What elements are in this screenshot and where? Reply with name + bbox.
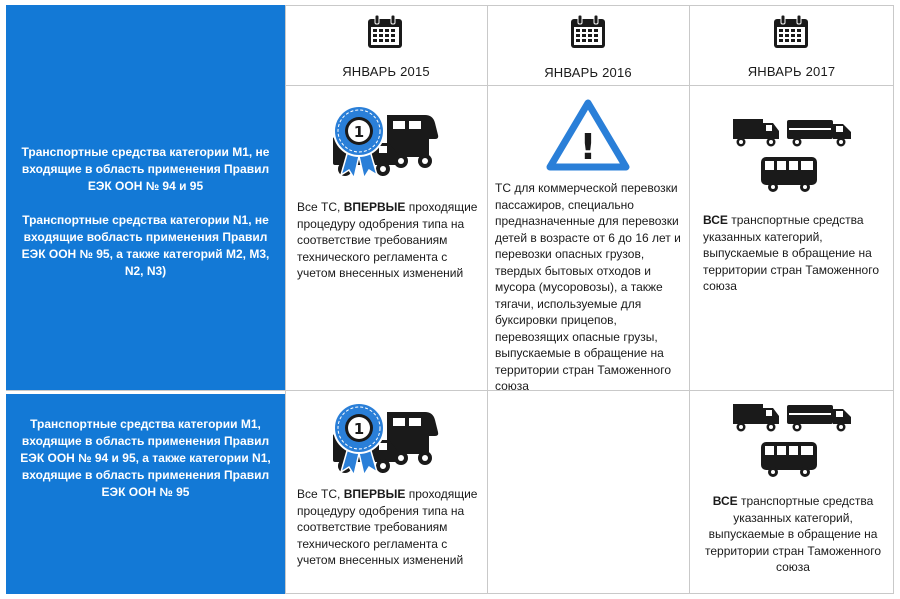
badge-number: 1 <box>353 123 365 141</box>
row-2-col-2017-bold: ВСЕ <box>712 494 738 508</box>
header-label-2017: ЯНВАРЬ 2017 <box>747 64 836 79</box>
row-2-col-2015-pre: Все ТС, <box>297 487 344 501</box>
row-1-label-part-2: Транспортные средства категории N1, не входящие вобласть применения Правил ЕЭК ООН № 95, а также категорий М2, М3, N2, N3) <box>21 213 270 278</box>
row-1-col-2017-post: транспортные средства указанных категорий, выпускаемые в обращение на территории стран Таможенного союза <box>703 213 880 293</box>
row-1-col-2015-text <box>297 199 483 282</box>
vehicles-illustration <box>731 400 855 478</box>
row-1-col-2015-post: проходящие процедуру одобрения типа на соответствие требованиям технического регламента с учетом внесенных изменений <box>297 200 478 280</box>
header-col-2017 <box>689 5 894 85</box>
truck-icon <box>733 404 779 432</box>
row-2-col-2015 <box>285 390 487 594</box>
bus-icon <box>761 442 817 477</box>
row-2-col-2015-bold: ВПЕРВЫЕ <box>343 487 406 501</box>
row-1-col-2017 <box>689 85 894 390</box>
row-1-col-2015-pre: Все ТС, <box>297 200 344 214</box>
row-1-col-2015-bold: ВПЕРВЫЕ <box>343 200 406 214</box>
truck-icon <box>787 120 851 147</box>
bus-icon <box>761 157 817 192</box>
calendar-icon <box>773 15 809 49</box>
row-1-col-2016-text: ТС для коммерческой перевозки пассажиров, специально предназначенные для перевозки детей в возрасте от 6 до 16 лет и перевозки опасных грузов, твердых бытовых отходов и мусора (мусоровозы), а также тягачи, используемые для буксировки прицепов, перевозящих опасные грузы, выпускаемые в обращение на территории стран Таможенного союза <box>495 181 681 393</box>
calendar-icon <box>367 15 403 49</box>
header-col-2016 <box>487 5 689 85</box>
row-1-col-2015 <box>285 85 487 390</box>
row-2-col-2015-post: проходящие процедуру одобрения типа на соответствие требованиям технического регламента с учетом внесенных изменений <box>297 487 478 567</box>
header-col-2015 <box>285 5 487 85</box>
vehicles-illustration <box>731 115 855 193</box>
truck-icon <box>733 119 779 147</box>
warning-icon <box>546 99 630 171</box>
row-2-label-cell <box>6 394 285 594</box>
truck-icon <box>787 405 851 432</box>
row-1-label-cell <box>6 85 285 390</box>
header-corner-cell <box>6 5 285 85</box>
row-1-col-2017-text <box>703 212 889 295</box>
award-vehicles-illustration <box>331 400 441 476</box>
row-1-col-2017-bold: ВСЕ <box>703 213 728 227</box>
badge-number: 1 <box>353 420 365 438</box>
header-label-2016: ЯНВАРЬ 2016 <box>544 65 632 80</box>
header-label-2015: ЯНВАРЬ 2015 <box>342 64 430 79</box>
row-2-label: Транспортные средства категории М1, входящие в область применения Правил ЕЭК ООН № 94 и 95, а также категории N1, входящие в область применения Правил ЕЭК ООН № 95 <box>20 417 271 499</box>
award-vehicles-illustration <box>331 103 441 179</box>
calendar-icon <box>570 15 606 49</box>
row-2-col-2015-text <box>297 486 483 569</box>
row-2-col-2017-text <box>699 493 887 576</box>
row-2-col-2016 <box>487 390 689 594</box>
row-2-col-2017-post: транспортные средства указанных категорий, выпускаемые в обращение на территории стран Таможенного союза <box>704 494 881 574</box>
row-2-col-2017 <box>689 390 894 594</box>
warning-mark: ! <box>579 127 597 168</box>
row-1-label-part-1: Транспортные средства категории М1, не входящие в область применения Правил ЕЭК ООН № 94 и 95 <box>21 145 270 193</box>
row-1-col-2016 <box>487 85 689 393</box>
